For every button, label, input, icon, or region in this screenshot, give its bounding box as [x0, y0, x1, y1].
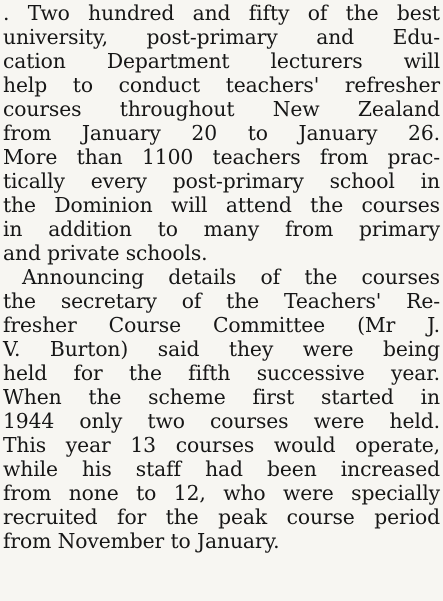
text-line: the Dominion will attend the courses — [3, 193, 440, 217]
text-line: When the scheme first started in — [3, 385, 440, 409]
text-line: tically every post-primary school in — [3, 169, 440, 193]
text-line: held for the fifth successive year. — [3, 361, 440, 385]
text-line: help to conduct teachers' refresher — [3, 73, 440, 97]
text-line: recruited for the peak course period — [3, 505, 440, 529]
text-line: cation Department lecturers will — [3, 49, 440, 73]
text-line: 1944 only two courses were held. — [3, 409, 440, 433]
text-line: This year 13 courses would operate, — [3, 433, 440, 457]
text-line: while his staff had been increased — [3, 457, 440, 481]
text-line: from none to 12, who were specially — [3, 481, 440, 505]
text-line: fresher Course Committee (Mr J. — [3, 313, 440, 337]
text-line: V. Burton) said they were being — [3, 337, 440, 361]
text-line: . Two hundred and fifty of the best — [3, 1, 440, 25]
text-line: in addition to many from primary — [3, 217, 440, 241]
text-line: from November to January. — [3, 529, 280, 553]
text-line: Announcing details of the courses — [22, 265, 440, 289]
text-line: More than 1100 teachers from prac- — [3, 145, 440, 169]
text-line: courses throughout New Zealand — [3, 97, 440, 121]
text-line: university, post-primary and Edu- — [3, 25, 440, 49]
text-line: the secretary of the Teachers' Re- — [3, 289, 440, 313]
text-line: and private schools. — [3, 241, 208, 265]
text-line: from January 20 to January 26. — [3, 121, 440, 145]
